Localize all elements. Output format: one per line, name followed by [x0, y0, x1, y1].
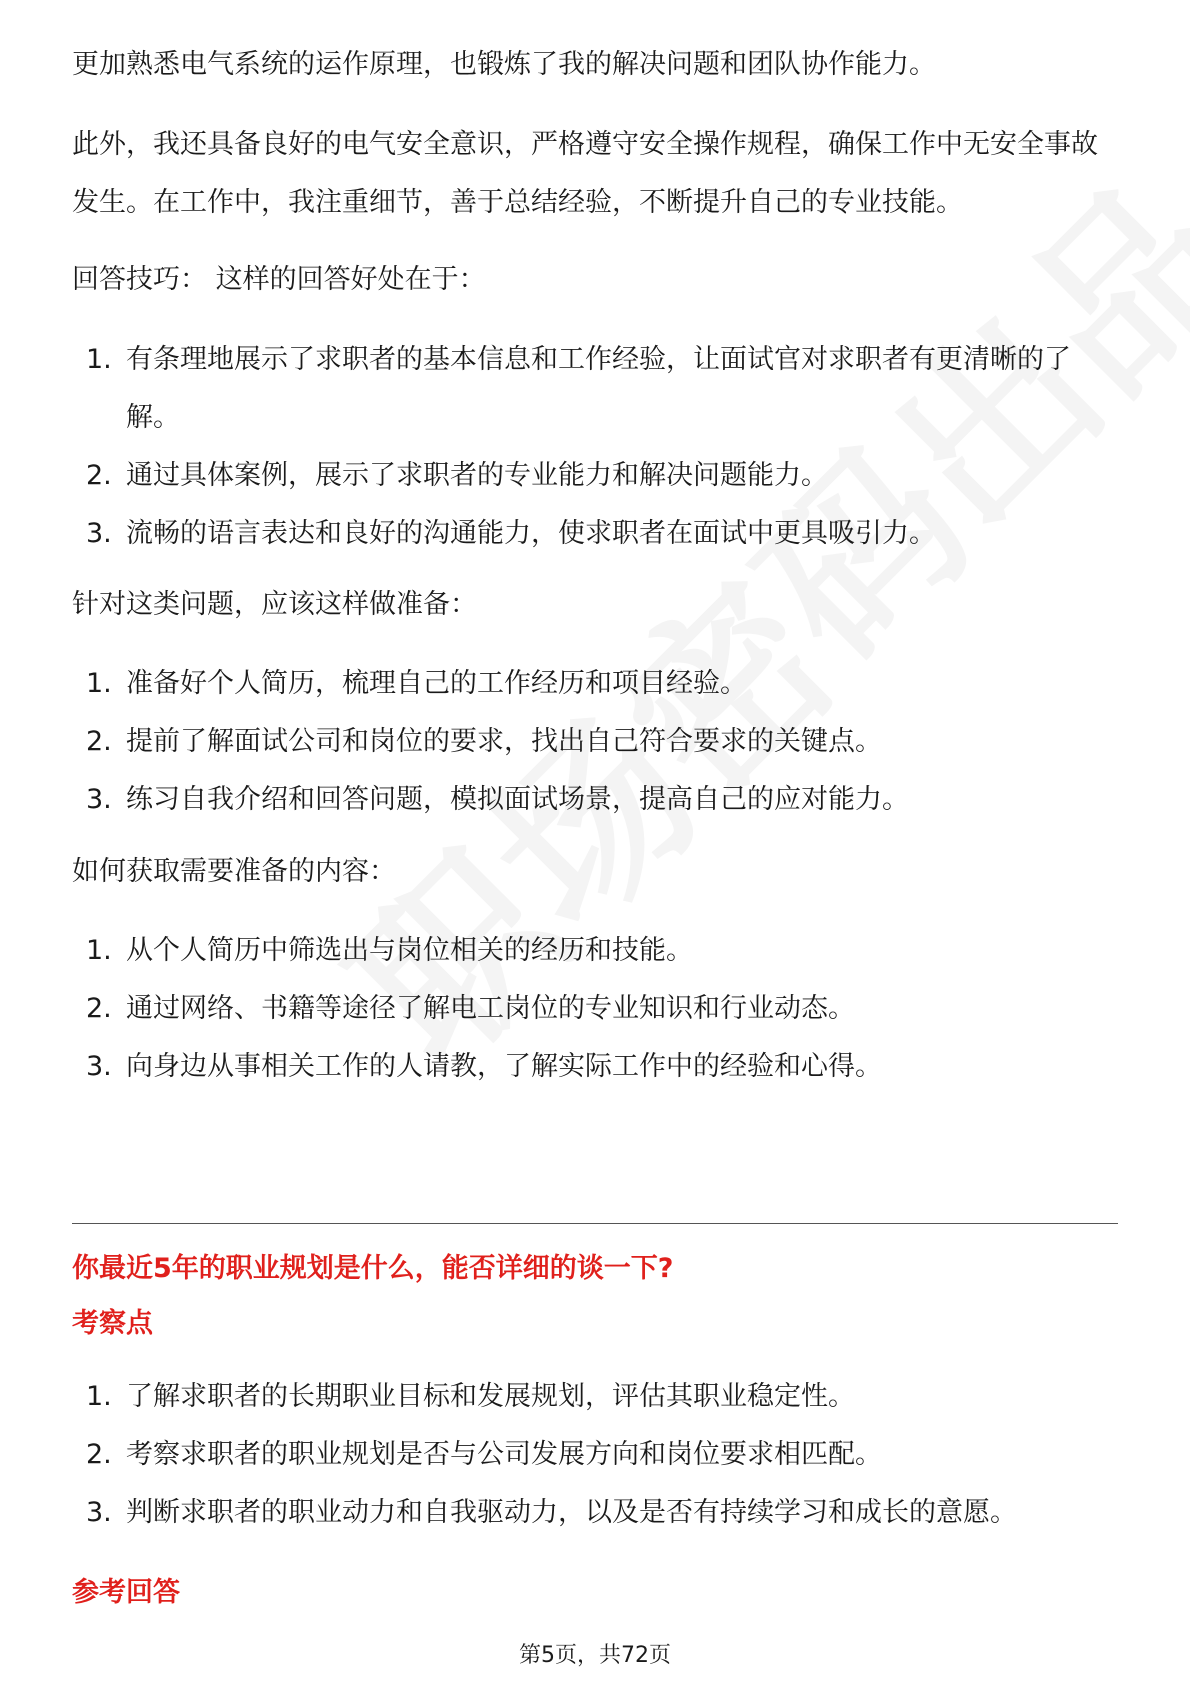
- focus-list: [72, 1368, 1118, 1542]
- list-item: 1. 了解求职者的长期职业目标和发展规划，评估其职业稳定性。: [86, 1381, 855, 1412]
- page-footer: 第5页，共72页: [519, 1643, 671, 1668]
- tips-list: [72, 331, 1118, 563]
- obtain-heading: 如何获取需要准备的内容：: [72, 856, 396, 887]
- paragraph-electrical-principles: 更加熟悉电气系统的运作原理，也锻炼了我的解决问题和团队协作能力。: [72, 49, 936, 80]
- prep-list: [72, 655, 1118, 829]
- focus-heading: 考察点: [72, 1308, 153, 1339]
- question-title: 你最近5年的职业规划是什么，能否详细的谈一下?: [72, 1253, 674, 1284]
- prep-heading: 针对这类问题，应该这样做准备：: [72, 589, 477, 620]
- list-item: 2. 提前了解面试公司和岗位的要求，找出自己符合要求的关键点。: [86, 726, 882, 757]
- list-item: 3. 判断求职者的职业动力和自我驱动力，以及是否有持续学习和成长的意愿。: [86, 1497, 1017, 1528]
- list-item: 3. 流畅的语言表达和良好的沟通能力，使求职者在面试中更具吸引力。: [86, 518, 936, 549]
- tips-heading: 回答技巧： 这样的回答好处在于：: [72, 264, 486, 295]
- list-item: 2. 通过网络、书籍等途径了解电工岗位的专业知识和行业动态。: [86, 993, 855, 1024]
- obtain-list: [72, 922, 1118, 1096]
- list-item: 2. 考察求职者的职业规划是否与公司发展方向和岗位要求相匹配。: [86, 1439, 882, 1470]
- list-item: 1. 有条理地展示了求职者的基本信息和工作经验，让面试官对求职者有更清晰的了解。: [86, 344, 1071, 433]
- paragraph-safety-awareness: 此外，我还具备良好的电气安全意识，严格遵守安全操作规程，确保工作中无安全事故发生。在工作中，我注重细节，善于总结经验，不断提升自己的专业技能。: [72, 129, 1098, 218]
- list-item: 1. 准备好个人简历，梳理自己的工作经历和项目经验。: [86, 668, 747, 699]
- list-item: 3. 练习自我介绍和回答问题，模拟面试场景，提高自己的应对能力。: [86, 784, 909, 815]
- section-divider: [72, 1223, 1118, 1224]
- list-item: 3. 向身边从事相关工作的人请教，了解实际工作中的经验和心得。: [86, 1051, 882, 1082]
- list-item: 1. 从个人简历中筛选出与岗位相关的经历和技能。: [86, 935, 693, 966]
- answer-heading: 参考回答: [72, 1577, 180, 1608]
- list-item: 2. 通过具体案例，展示了求职者的专业能力和解决问题能力。: [86, 460, 828, 491]
